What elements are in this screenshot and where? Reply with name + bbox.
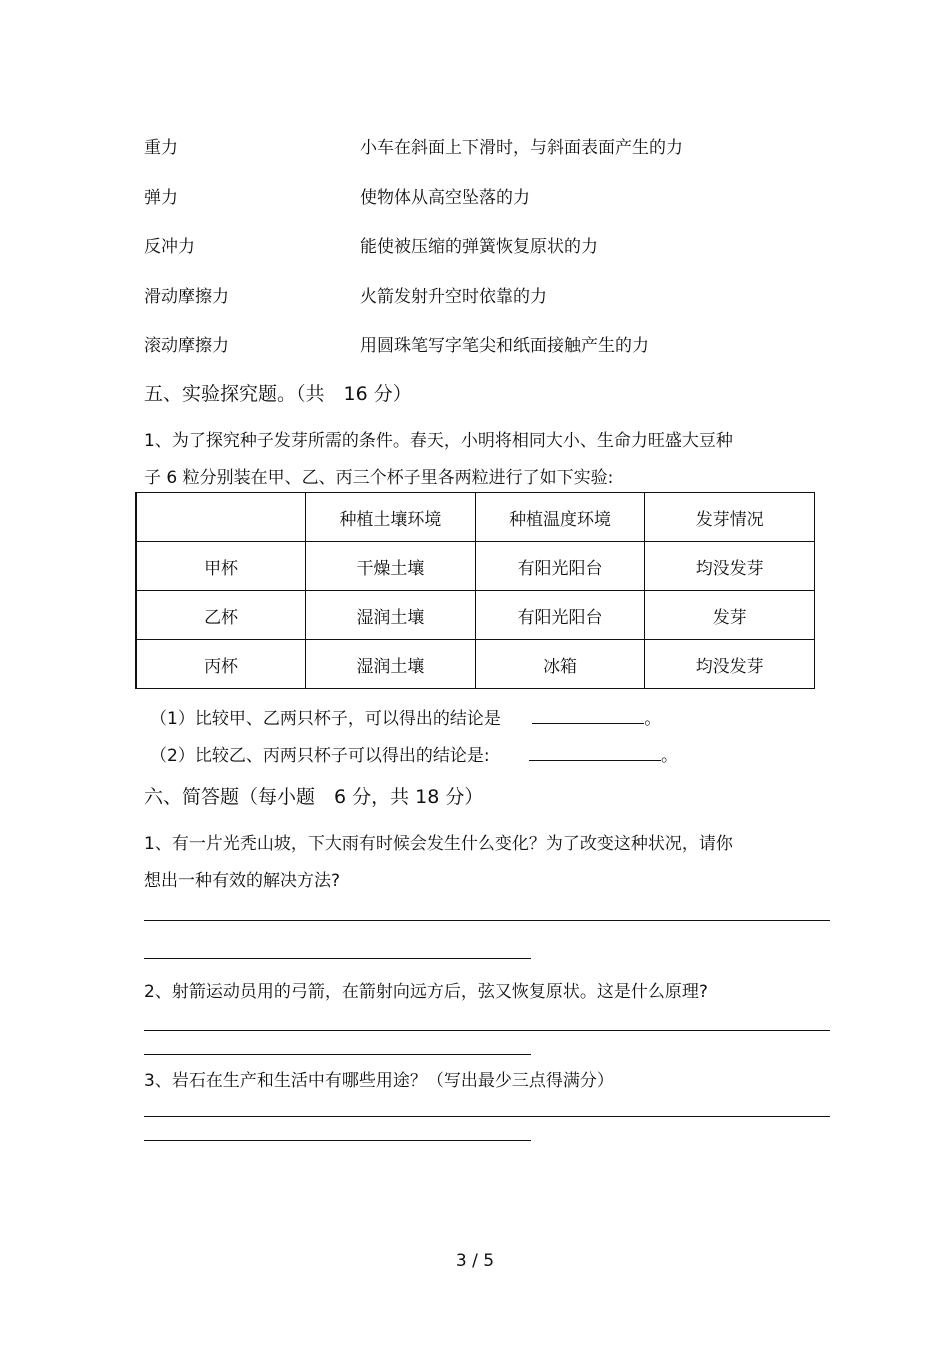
table-cell: 丙杯 xyxy=(136,640,306,689)
table-cell: 湿润土壤 xyxy=(306,640,476,689)
table-cell: 发芽 xyxy=(645,591,815,640)
period-mark: 。 xyxy=(644,709,662,729)
sub-question-2 xyxy=(150,741,678,766)
table-cell: 干燥土壤 xyxy=(306,542,476,591)
match-left-item: 重力 xyxy=(144,138,178,158)
table-cell: 有阳光阳台 xyxy=(475,591,645,640)
match-right-item: 小车在斜面上下滑时，与斜面表面产生的力 xyxy=(360,138,683,158)
table-header-cell xyxy=(136,493,306,542)
table-header-row xyxy=(136,493,815,542)
sub-question-1 xyxy=(150,704,661,729)
table-cell: 湿润土壤 xyxy=(306,591,476,640)
sub-question-text: （1）比较甲、乙两只杯子，可以得出的结论是 xyxy=(150,709,501,729)
answer-line[interactable] xyxy=(144,1116,830,1117)
match-right-item: 火箭发射升空时依靠的力 xyxy=(360,287,547,307)
answer-line[interactable] xyxy=(144,1030,830,1031)
table-cell: 乙杯 xyxy=(136,591,306,640)
period-mark: 。 xyxy=(660,746,678,766)
table-cell: 均没发芽 xyxy=(645,640,815,689)
page-number: 3 / 5 xyxy=(455,1251,495,1271)
match-left-item: 滑动摩擦力 xyxy=(144,287,229,307)
table-header-cell: 种植土壤环境 xyxy=(306,493,476,542)
question-text: 3、岩石在生产和生活中有哪些用途？（写出最少三点得满分） xyxy=(144,1071,614,1091)
answer-line[interactable] xyxy=(144,1140,531,1141)
table-row xyxy=(136,591,815,640)
question-text: 1、为了探究种子发芽所需的条件。春天，小明将相同大小、生命力旺盛大豆种 xyxy=(144,431,733,451)
table-row xyxy=(136,542,815,591)
match-right-item: 使物体从高空坠落的力 xyxy=(360,188,530,208)
table-cell: 甲杯 xyxy=(136,542,306,591)
answer-blank[interactable] xyxy=(529,744,661,761)
question-text: 1、有一片光秃山坡，下大雨有时候会发生什么变化？为了改变这种状况，请你 xyxy=(144,834,733,854)
table-header-cell: 发芽情况 xyxy=(645,493,815,542)
answer-line[interactable] xyxy=(144,920,830,921)
match-right-item: 用圆珠笔写字笔尖和纸面接触产生的力 xyxy=(360,336,649,356)
table-cell: 冰箱 xyxy=(475,640,645,689)
match-right-item: 能使被压缩的弹簧恢复原状的力 xyxy=(360,237,598,257)
question-text: 想出一种有效的解决方法? xyxy=(144,871,341,891)
table-cell: 有阳光阳台 xyxy=(475,542,645,591)
sub-question-text: （2）比较乙、丙两只杯子可以得出的结论是: xyxy=(150,746,490,766)
table-row xyxy=(136,640,815,689)
section-title-experiment: 五、实验探究题。（共 16 分） xyxy=(144,383,412,405)
match-left-item: 弹力 xyxy=(144,188,178,208)
answer-blank[interactable] xyxy=(532,707,644,724)
experiment-table xyxy=(135,492,815,689)
question-text: 子 6 粒分别装在甲、乙、丙三个杯子里各两粒进行了如下实验: xyxy=(144,468,614,488)
match-left-item: 反冲力 xyxy=(144,237,195,257)
match-left-item: 滚动摩擦力 xyxy=(144,336,229,356)
table-cell: 均没发芽 xyxy=(645,542,815,591)
answer-line[interactable] xyxy=(144,958,531,959)
answer-line[interactable] xyxy=(144,1054,531,1055)
table-header-cell: 种植温度环境 xyxy=(475,493,645,542)
question-text: 2、射箭运动员用的弓箭，在箭射向远方后，弦又恢复原状。这是什么原理? xyxy=(144,982,708,1002)
section-title-short-answer: 六、简答题（每小题 6 分，共 18 分） xyxy=(144,786,484,808)
